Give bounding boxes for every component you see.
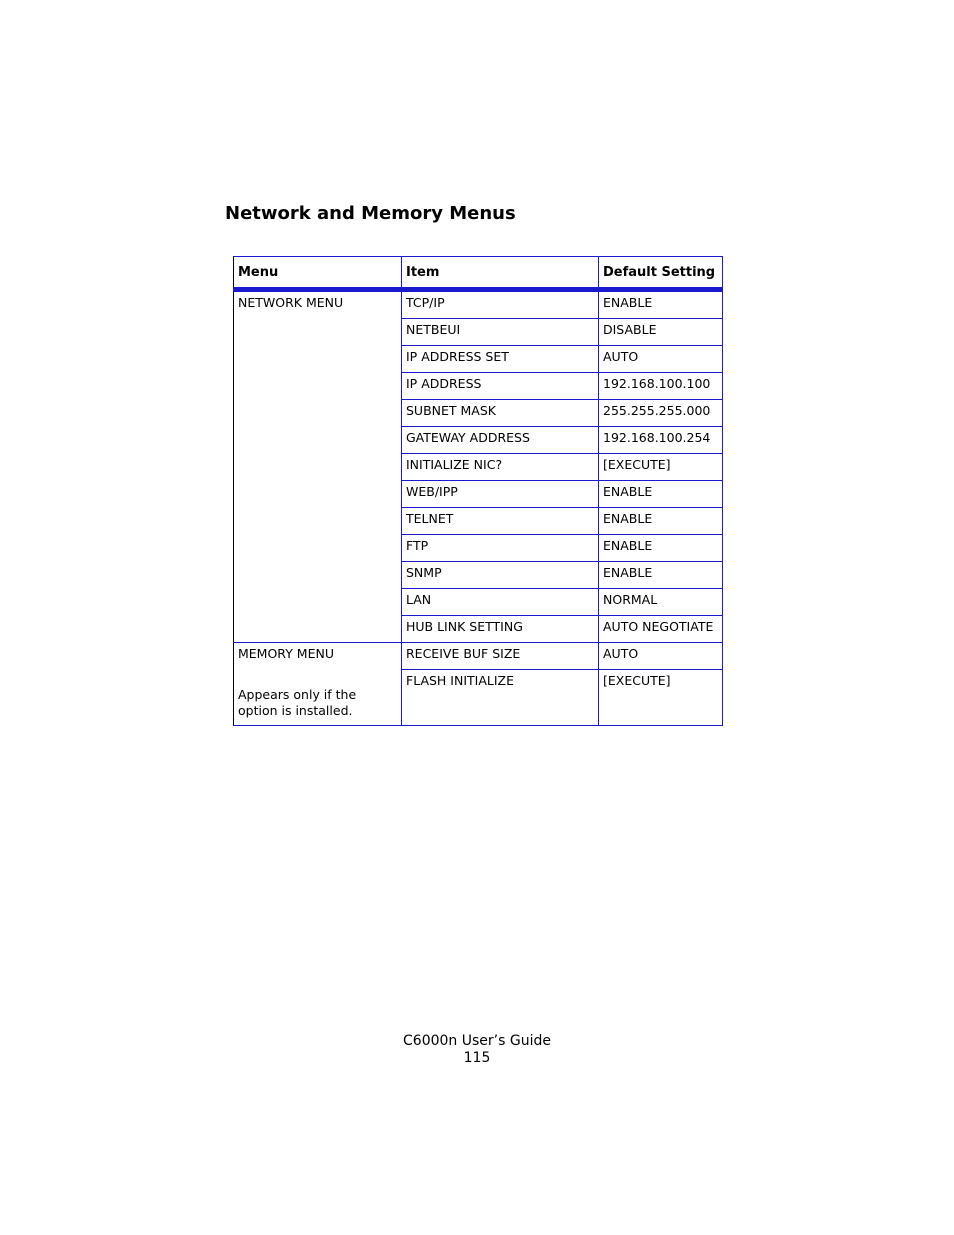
- item-cell: SUBNET MASK: [402, 400, 599, 427]
- item-cell: NETBEUI: [402, 319, 599, 346]
- table-body: [234, 290, 723, 726]
- item-cell: FTP: [402, 535, 599, 562]
- settings-table: [233, 256, 723, 726]
- default-cell: [EXECUTE]: [599, 454, 723, 481]
- item-cell: TCP/IP: [402, 290, 599, 319]
- menu-cell-network: [234, 290, 402, 643]
- item-cell: HUB LINK SETTING: [402, 616, 599, 643]
- table-header-row: [234, 257, 723, 290]
- default-cell: 192.168.100.100: [599, 373, 723, 400]
- table-row: [234, 290, 723, 319]
- default-cell: ENABLE: [599, 508, 723, 535]
- menu-label: NETWORK MENU: [238, 295, 344, 310]
- item-cell: FLASH INITIALIZE: [402, 670, 599, 726]
- default-cell: AUTO NEGOTIATE: [599, 616, 723, 643]
- default-cell: 192.168.100.254: [599, 427, 723, 454]
- footer-guide-title: C6000n User’s Guide: [403, 1033, 551, 1049]
- item-cell: RECEIVE BUF SIZE: [402, 643, 599, 670]
- item-cell: WEB/IPP: [402, 481, 599, 508]
- header-item: Item: [402, 257, 599, 290]
- default-cell: AUTO: [599, 346, 723, 373]
- page-number: 115: [463, 1050, 491, 1066]
- default-cell: ENABLE: [599, 562, 723, 589]
- header-default-setting: Default Setting: [599, 257, 723, 290]
- default-cell: ENABLE: [599, 535, 723, 562]
- default-cell: [EXECUTE]: [599, 670, 723, 726]
- item-cell: TELNET: [402, 508, 599, 535]
- item-cell: LAN: [402, 589, 599, 616]
- page-footer: [0, 1033, 954, 1067]
- menu-cell-memory: [234, 643, 402, 726]
- header-menu: Menu: [234, 257, 402, 290]
- default-cell: DISABLE: [599, 319, 723, 346]
- table-row: [234, 643, 723, 670]
- default-cell: ENABLE: [599, 290, 723, 319]
- default-cell: NORMAL: [599, 589, 723, 616]
- item-cell: IP ADDRESS: [402, 373, 599, 400]
- item-cell: IP ADDRESS SET: [402, 346, 599, 373]
- page-title: Network and Memory Menus: [225, 203, 516, 224]
- default-cell: ENABLE: [599, 481, 723, 508]
- default-cell: AUTO: [599, 643, 723, 670]
- menu-label: MEMORY MENU: [238, 646, 334, 661]
- item-cell: GATEWAY ADDRESS: [402, 427, 599, 454]
- item-cell: SNMP: [402, 562, 599, 589]
- item-cell: INITIALIZE NIC?: [402, 454, 599, 481]
- menu-note: Appears only if the option is installed.: [238, 687, 357, 718]
- default-cell: 255.255.255.000: [599, 400, 723, 427]
